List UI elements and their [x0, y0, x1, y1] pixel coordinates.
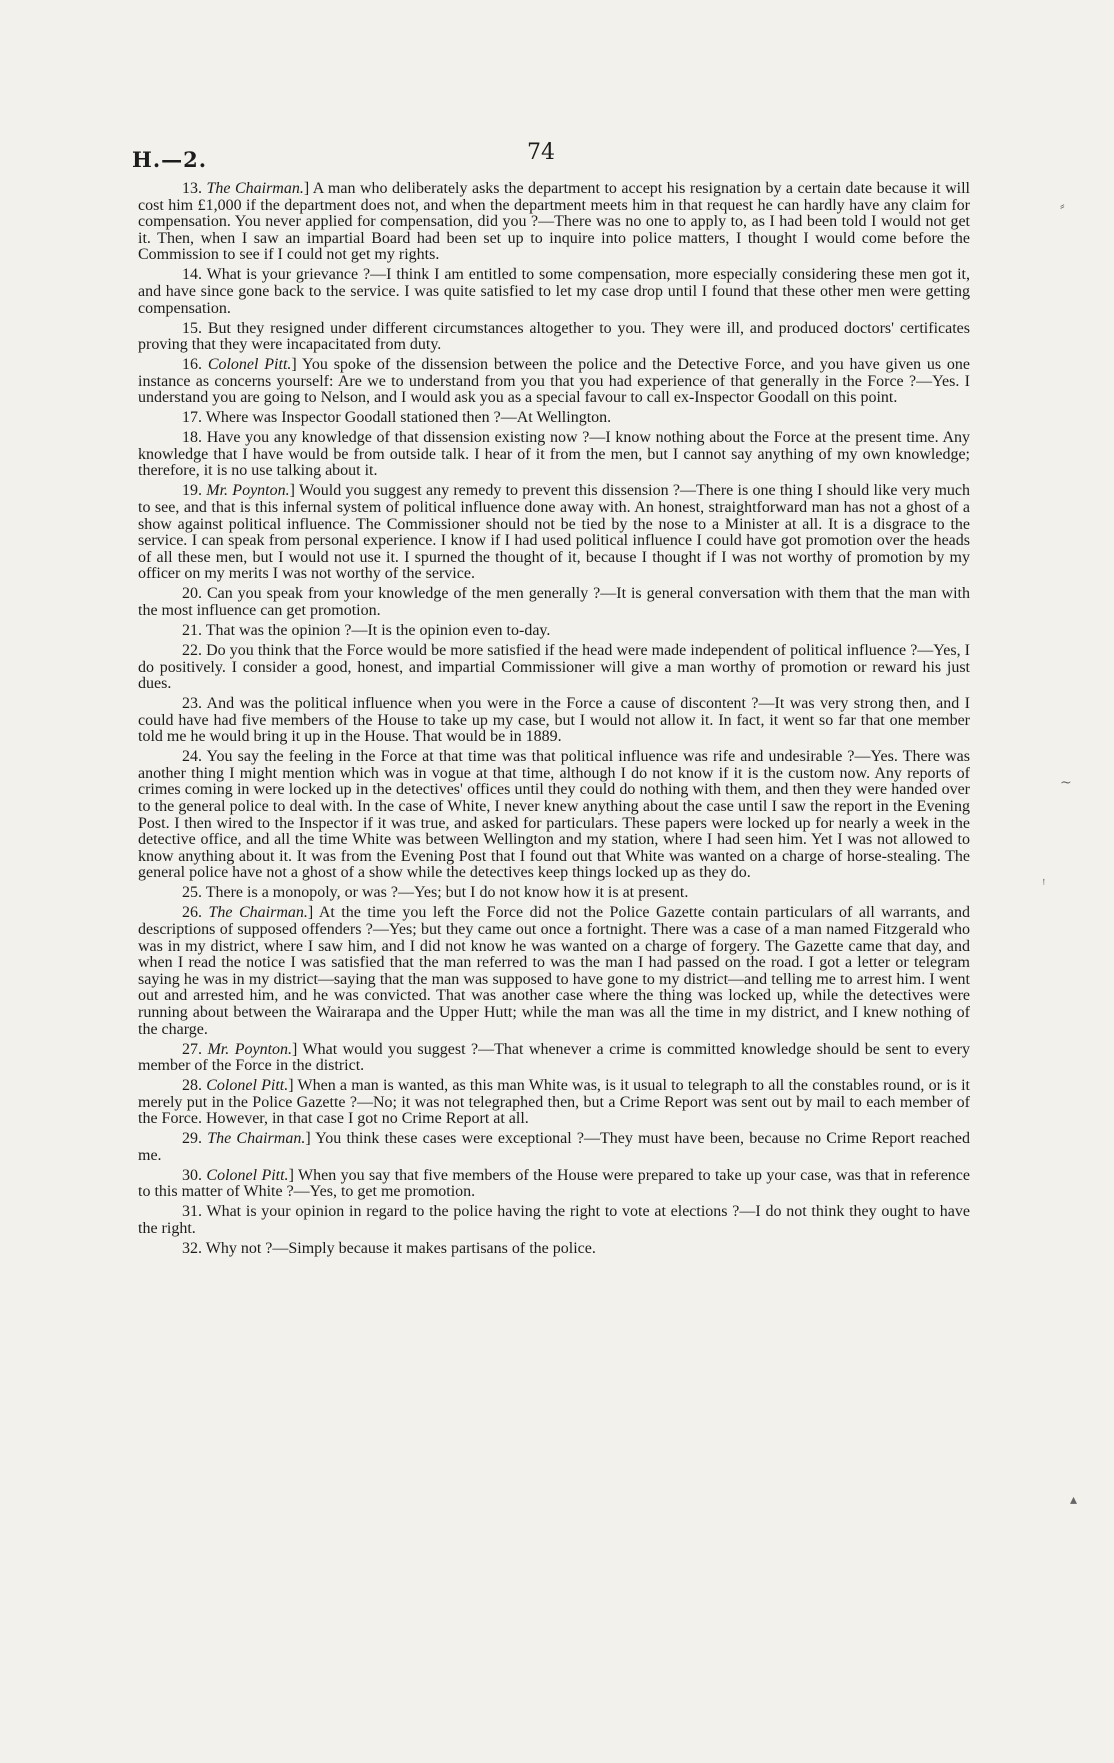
- paragraph-text: At the time you left the Force did not the Police Gazette contain particulars of all warrants, and descriptions of supposed offenders ?—Yes; but they came out once a fortnight. There was a case of a man named Fitzgerald who was in my district, where I saw him, and I did not know he was wanted on a charge of forgery. The Gazette came that day, and when I read the notice I was satisfied that the man referred to was the man I had passed on the road. I got a letter or telegram saying he was in my district—saying that the man was supposed to have gone to my district—and telling me to arrest him. I went out and arrested him, and he was convicted. That was another case where the thing was locked up, while the detectives were running about between the Wairarapa and the Upper Hutt; while the man was all the time in my district, and I knew nothing of the charge.: [138, 904, 970, 1038]
- paragraph-15: [138, 321, 970, 354]
- question-number: 29.: [182, 1130, 202, 1148]
- paragraph-text: You think these cases were exceptional ?—They must have been, because no Crime Report reached me.: [138, 1130, 971, 1164]
- margin-scan-mark: ▴: [1070, 1492, 1078, 1508]
- paragraph-text: That was the opinion ?—It is the opinion even to-day.: [202, 621, 551, 639]
- paragraph-text: Have you any knowledge of that dissension existing now ?—I know nothing about the Force at the present time. Any knowledge that I have would be from outside talk. I hear of it from the men, but I cannot say anything of my own knowledge; therefore, it is no use talking about it.: [138, 429, 970, 480]
- paragraph-13: [138, 181, 970, 264]
- question-number: 18.: [182, 429, 202, 447]
- speaker: The Chairman.: [207, 1130, 306, 1148]
- paragraph-text: What is your opinion in regard to the police having the right to vote at elections ?—I do not think they ought to have the right.: [138, 1203, 970, 1238]
- question-number: 19.: [182, 482, 202, 500]
- paragraph-20: [138, 586, 970, 619]
- header-reference: H.—2.: [132, 147, 208, 172]
- bracket: ]: [303, 180, 310, 197]
- paragraph-text: But they resigned under different circumstances altogether to you. They were ill, and produced doctors' certificates proving that they were incapacitated from duty.: [138, 319, 970, 354]
- paragraph-text: You say the feeling in the Force at that time was that political influence was rife and undesirable ?—Yes. There was another thing I might mention which was in vogue at that time, although I do not know if it is the custom now. Any reports of crimes coming in were locked up in the detectives' offices until they could do nothing with them, and then they were handed over to the general police to deal with. In the case of White, I never knew anything about the case until I saw the report in the Evening Post. I then wired to the Inspector if it was true, and asked for particulars. These papers were locked up for nearly a week in the detective office, and all the time White was between Wellington and my station, where I had seen him. Yet I was not allowed to know anything about it. It was from the Evening Post that I found out that White was wanted on a charge of horse-stealing. The general police have not a ghost of a show while the detectives keep things locked up as they do.: [138, 748, 970, 882]
- paragraph-26: [138, 905, 970, 1038]
- question-number: 20.: [182, 585, 202, 603]
- speaker: Mr. Poynton.: [206, 482, 290, 500]
- margin-scan-mark: ꜝ: [1042, 877, 1046, 893]
- margin-scan-mark: ~: [1060, 775, 1072, 791]
- question-number: 25.: [182, 884, 202, 902]
- paragraph-28: [138, 1078, 970, 1128]
- question-number: 27.: [182, 1040, 202, 1058]
- speaker: Colonel Pitt.: [206, 1077, 289, 1095]
- paragraph-21: [138, 623, 970, 640]
- paragraph-text: Do you think that the Force would be more satisfied if the head were made independent of political influence ?—Yes, I do positively. I consider a good, honest, and impartial Commissioner will give a man worthy of promotion or reward his just dues.: [138, 641, 970, 693]
- paragraph-25: [138, 885, 970, 902]
- bracket: ]: [288, 1166, 294, 1184]
- question-number: 31.: [182, 1203, 202, 1221]
- page-number: 74: [527, 140, 555, 165]
- paragraph-text: Why not ?—Simply because it makes partisans of the police.: [202, 1240, 596, 1258]
- paragraph-text: What would you suggest ?—That whenever a crime is committed knowledge should be sent to every member of the Force in the district.: [138, 1040, 970, 1075]
- evidence-body: [138, 181, 970, 1261]
- bracket: ]: [307, 904, 314, 922]
- paragraph-24: [138, 749, 970, 882]
- paragraph-text: What is your grievance ?—I think I am entitled to some compensation, more especially considering these men got it, and have since gone back to the service. I was quite satisfied to let my case drop until I found that these other men were getting compensation.: [138, 266, 970, 317]
- question-number: 30.: [182, 1166, 202, 1184]
- paragraph-30: [138, 1168, 970, 1201]
- question-number: 24.: [182, 748, 202, 766]
- question-number: 15.: [182, 319, 202, 337]
- question-number: 13.: [182, 180, 202, 197]
- paragraph-32: [138, 1241, 970, 1258]
- bracket: ]: [288, 1077, 294, 1095]
- question-number: 32.: [182, 1240, 202, 1258]
- paragraph-27: [138, 1042, 970, 1075]
- paragraph-text: You spoke of the dissension between the police and the Detective Force, and you have given us one instance as concerns yourself: Are we to understand from you that you had experience of that generally in the Force ?—Yes. I understand you are going to Nelson, and I would ask you as a special favour to call ex-Inspector Goodall on this point.: [138, 356, 971, 407]
- bracket: ]: [292, 1040, 298, 1058]
- question-number: 22.: [182, 641, 202, 659]
- question-number: 14.: [182, 266, 202, 284]
- paragraph-23: [138, 696, 970, 746]
- margin-scan-mark: ⸗: [1060, 198, 1065, 214]
- paragraph-text: When you say that five members of the House were prepared to take up your case, was that in reference to this matter of White ?—Yes, to get me promotion.: [138, 1166, 971, 1201]
- paragraph-text: When a man is wanted, as this man White was, is it usual to telegraph to all the constables round, or is it merely put in the Police Gazette ?—No; it was not telegraphed then, but a Crime Report was sent out by mail to each member of the Force. However, in that case I got no Crime Report at all.: [138, 1077, 970, 1128]
- paragraph-text: Would you suggest any remedy to prevent this dissension ?—There is one thing I should like very much to see, and that is this infernal system of political influence done away with. An honest, straightforward man has not a ghost of a show against political influence. The Commissioner should not be tied by the nose to a Minister at all. It is a disgrace to the service. I can speak from personal experience. I know if I had used political influence I could have got promotion over the heads of all these men, but I would not use it. I spurned the thought of it, because I thought if I was not worthy of promotion by my officer on my merits I was not worthy of the service.: [138, 482, 970, 583]
- speaker: The Chairman.: [208, 904, 308, 922]
- bracket: ]: [291, 356, 297, 374]
- paragraph-14: [138, 267, 970, 317]
- bracket: ]: [289, 482, 295, 500]
- paragraph-17: [138, 410, 970, 427]
- question-number: 23.: [182, 695, 202, 713]
- question-number: 26.: [182, 904, 202, 922]
- paragraph-19: [138, 483, 970, 583]
- paragraph-text: There is a monopoly, or was ?—Yes; but I do not know how it is at present.: [202, 884, 689, 902]
- paragraph-18: [138, 430, 970, 480]
- bracket: ]: [305, 1130, 311, 1148]
- paragraph-31: [138, 1204, 970, 1237]
- speaker: Colonel Pitt.: [207, 356, 292, 374]
- question-number: 16.: [182, 356, 202, 374]
- paragraph-text: Where was Inspector Goodall stationed then ?—At Wellington.: [202, 409, 612, 427]
- paragraph-text: Can you speak from your knowledge of the men generally ?—It is general conversation with them that the man with the most influence can get promotion.: [138, 585, 970, 619]
- paragraph-22: [138, 643, 970, 693]
- paragraph-text: And was the political influence when you were in the Force a cause of discontent ?—It was very strong then, and I could have had five members of the House to take up my case, but I would not allow it. In fact, it went so far that one member told me he would bring it up in the House. That would be in 1889.: [138, 695, 970, 746]
- paragraph-text: A man who deliberately asks the department to accept his resignation by a certain date because it will cost him £1,000 if the department does not, and when the department meets him in that request he can hardly have any claim for compensation. You never applied for compensation, did you ?—There was no one to apply to, as I had been told I would not get it. Then, when I saw an impartial Board had been set up to inquire into police matters, I thought I would come before the Commission to see if I could not get my rights.: [138, 180, 970, 264]
- question-number: 28.: [182, 1077, 202, 1095]
- speaker: The Chairman.: [206, 180, 304, 197]
- question-number: 21.: [182, 621, 202, 639]
- speaker: Colonel Pitt.: [206, 1166, 289, 1184]
- paragraph-16: [138, 357, 970, 407]
- speaker: Mr. Poynton.: [207, 1040, 293, 1058]
- paragraph-29: [138, 1131, 970, 1164]
- question-number: 17.: [182, 409, 202, 427]
